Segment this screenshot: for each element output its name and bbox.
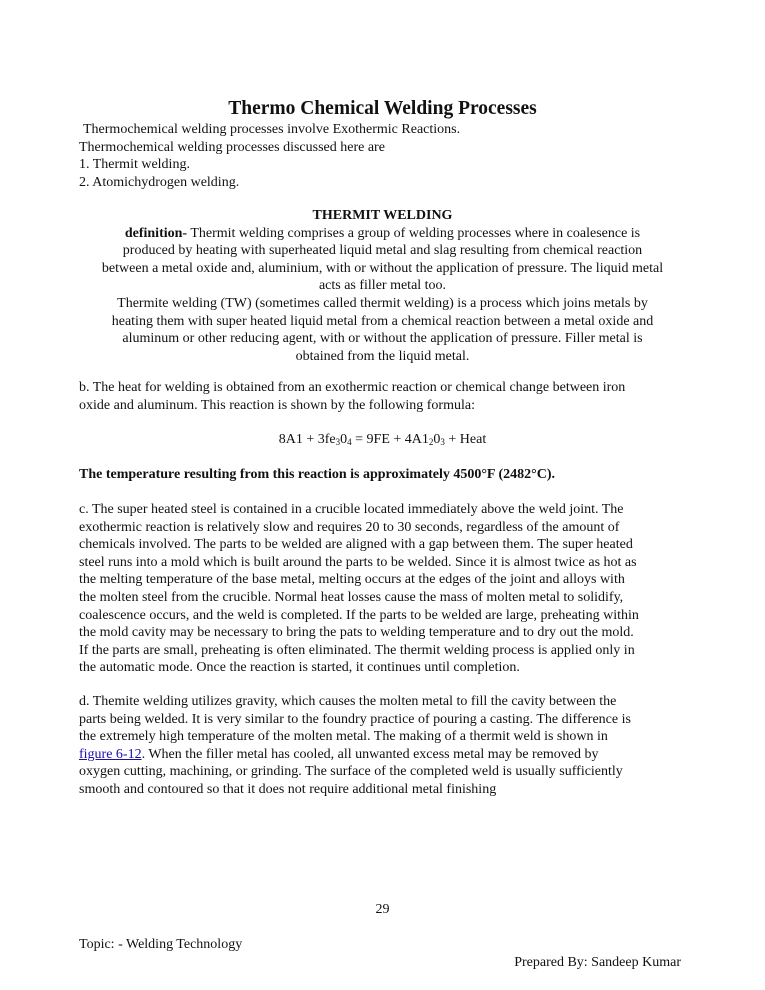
intro-line: Thermochemical welding processes involve Exothermic Reactions. xyxy=(83,122,461,137)
paragraph-c xyxy=(79,501,685,677)
formula-part: + Heat xyxy=(444,432,487,447)
paragraph-line: coalescence occurs, and the weld is completed. If the parts to be welded are large, preheating within xyxy=(79,607,639,623)
paragraph-line: oxide and aluminum. This reaction is shown by the following formula: xyxy=(79,397,475,413)
page-number: 29 xyxy=(375,902,390,917)
formula-part: 0 xyxy=(340,432,348,447)
paragraph-line: parts being welded. It is very similar to the foundry practice of pouring a casting. The difference is xyxy=(79,711,631,727)
paragraph-line: the extremely high temperature of the molten metal. The making of a thermit weld is shown in xyxy=(79,729,608,745)
section-heading: THERMIT WELDING xyxy=(312,208,453,223)
list-item: 2. Atomichydrogen welding. xyxy=(79,174,240,190)
thermite-line: aluminum or other reducing agent, with or without the application of pressure. Filler metal is xyxy=(122,331,643,347)
formula-subscript: 4 xyxy=(347,437,352,447)
intro-block xyxy=(79,121,699,191)
definition-line: produced by heating with superheated liquid metal and slag resulting from chemical reaction xyxy=(122,243,643,259)
figure-link[interactable]: figure 6-12 xyxy=(79,746,142,762)
paragraph-line: c. The super heated steel is contained in a crucible located immediately above the weld joint. The xyxy=(79,502,624,517)
paragraph-line: If the parts are small, preheating is often eliminated. The thermit welding process is applied only in xyxy=(79,642,635,658)
formula-subscript: 2 xyxy=(428,437,434,447)
paragraph-line: oxygen cutting, machining, or grinding. The surface of the completed weld is usually sufficiently xyxy=(79,764,623,780)
definition-text: Thermit welding comprises a group of welding processes where in coalesence is xyxy=(187,225,641,241)
definition-line: acts as filler metal too. xyxy=(318,278,447,294)
reaction-formula xyxy=(0,431,765,449)
formula-part: = 9FE + 4A1 xyxy=(351,432,429,447)
paragraph-d xyxy=(79,693,685,799)
paragraph-line: steel runs into a mold which is built around the parts to be welded. Since it is almost twice as hot as xyxy=(79,554,637,570)
definition-line xyxy=(76,225,689,243)
formula-subscript: 3 xyxy=(440,437,445,447)
thermit-section xyxy=(76,207,689,365)
paragraph-line: the mold cavity may be necessary to bring the pats to welding temperature and to dry out the mold. xyxy=(79,625,634,641)
paragraph-line: d. Themite welding utilizes gravity, which causes the molten metal to fill the cavity between the xyxy=(79,694,617,709)
temperature-statement: The temperature resulting from this reaction is approximately 4500°F (2482°C). xyxy=(79,467,555,482)
thermite-line: Thermite welding (TW) (sometimes called thermit welding) is a process which joins metals by xyxy=(117,295,648,311)
paragraph-line: chemicals involved. The parts to be welded are aligned with a gap between them. The super heated xyxy=(79,537,633,553)
paragraph-line: exothermic reaction is relatively slow and requires 20 to 30 seconds, regardless of the amount of xyxy=(79,519,620,535)
definition-line: between a metal oxide and, aluminium, with or without the application of pressure. The liquid metal xyxy=(101,260,664,276)
paragraph-text: . When the filler metal has cooled, all unwanted excess metal may be removed by xyxy=(141,746,599,762)
page-title: Thermo Chemical Welding Processes xyxy=(228,98,537,119)
formula-subscript: 3 xyxy=(335,437,341,447)
formula-part: 0 xyxy=(433,432,441,447)
paragraph-line: the melting temperature of the base metal, melting occurs at the edges of the joint and alloys with xyxy=(79,572,625,588)
footer-author: Prepared By: Sandeep Kumar xyxy=(514,955,681,970)
intro-line: Thermochemical welding processes discussed here are xyxy=(79,139,385,155)
definition-label: definition- xyxy=(124,225,188,241)
paragraph-b xyxy=(79,379,685,414)
paragraph-line: the molten steel from the crucible. Normal heat losses cause the mass of molten metal to solidify, xyxy=(79,589,624,605)
thermite-line: obtained from the liquid metal. xyxy=(295,348,470,364)
list-item: 1. Thermit welding. xyxy=(79,157,190,173)
thermite-line: heating them with super heated liquid metal from a chemical reaction between a metal oxide and xyxy=(111,313,654,329)
paragraph-line xyxy=(79,746,685,764)
paragraph-line: the automatic mode. Once the reaction is started, it continues until completion. xyxy=(79,660,520,676)
paragraph-line: smooth and contoured so that it does not require additional metal finishing xyxy=(79,781,497,797)
formula-part: 8A1 + 3fe xyxy=(278,432,336,447)
paragraph-line: b. The heat for welding is obtained from an exothermic reaction or chemical change between iron xyxy=(79,380,626,395)
footer-topic: Topic: - Welding Technology xyxy=(79,937,243,952)
